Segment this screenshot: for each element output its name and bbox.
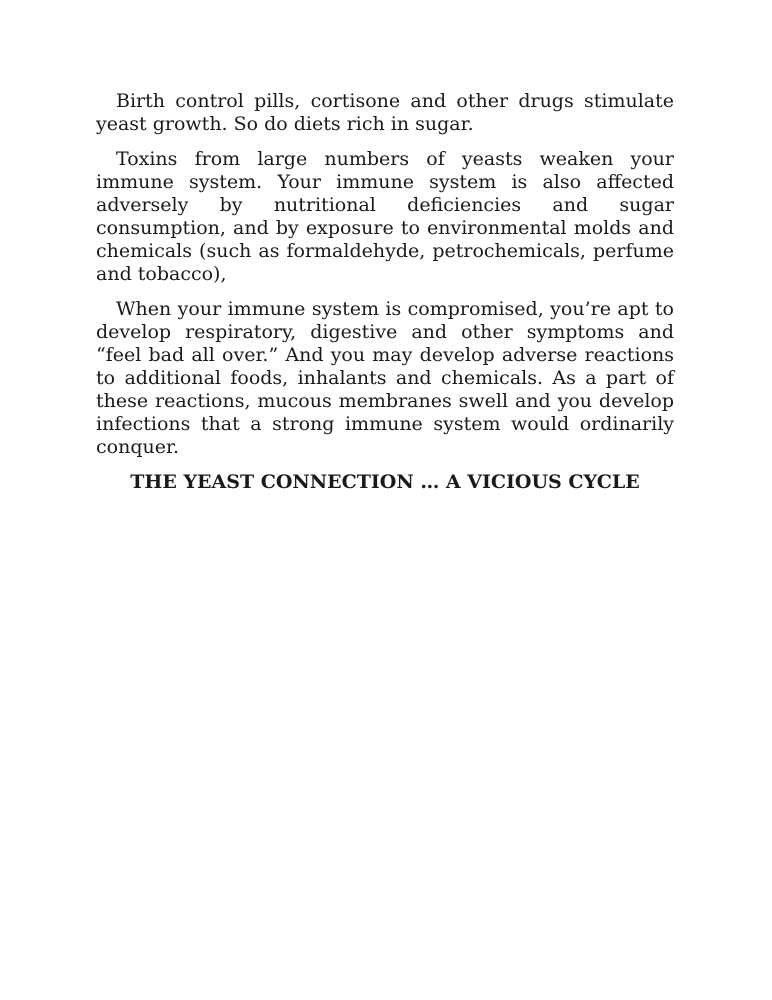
section-heading: THE YEAST CONNECTION … A VICIOUS CYCLE: [130, 471, 640, 493]
paragraph-1: Birth control pills, cortisone and other drugs stimulate yeast growth. So do diets rich in sugar.: [96, 90, 674, 135]
paragraph-2: Toxins from large numbers of yeasts weaken your immune system. Your immune system is also affected adversely by nutritional deficiencies and sugar consumption, and by exposure to environmental molds and chemicals (such as formaldehyde, petrochemicals, perfume and tobacco),: [96, 148, 674, 285]
paragraph-3: When your immune system is compromised, you’re apt to develop respiratory, digestive and other symptoms and “feel bad all over.” And you may develop adverse reactions to additional foods, inhalants and chemicals. As a part of these reactions, mucous membranes swell and you develop infections that a strong immune system would ordinarily conquer.: [96, 298, 674, 458]
document-page: [96, 90, 674, 494]
